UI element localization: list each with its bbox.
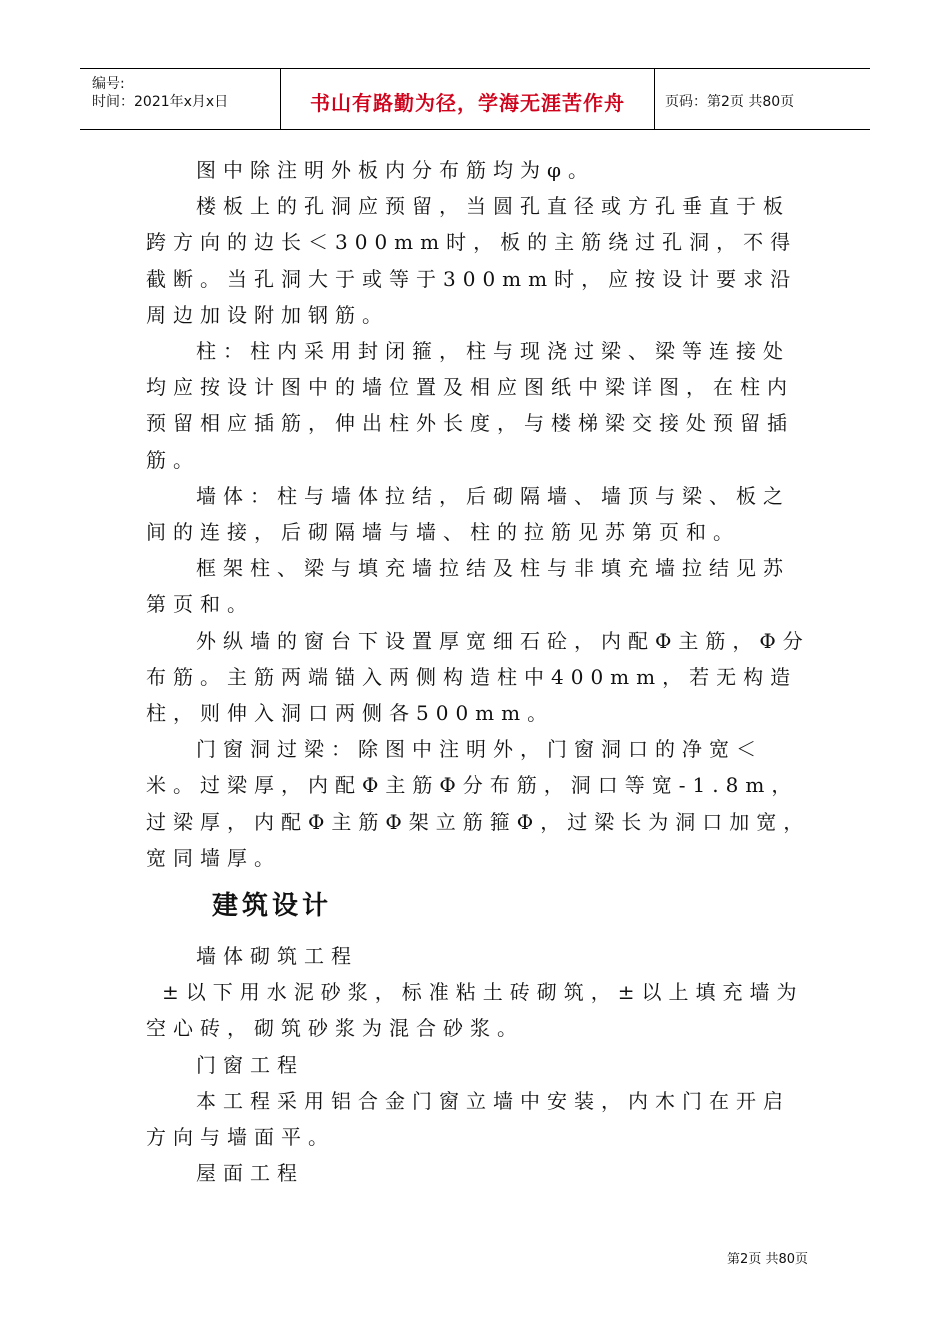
subsection-heading: 屋面工程 [196,1161,304,1186]
paragraph: 外纵墙的窗台下设置厚宽细石砼，内配Φ主筋，Φ分布筋。主筋两端锚入两侧构造柱中400mm，若无构造柱，则伸入洞口两侧各500mm。 [146,628,810,726]
header-page-number: 页码：第2页 共80页 [665,94,795,110]
page-header [80,68,870,130]
subsection-heading: 门窗工程 [196,1052,304,1077]
paragraph: 墙体：柱与墙体拉结，后砌隔墙、墙顶与梁、板之间的连接，后砌隔墙与墙、柱的拉筋见苏第页和。 [146,483,790,545]
paragraph: 楼板上的孔洞应预留，当圆孔直径或方孔垂直于板跨方向的边长＜300mm时，板的主筋绕过孔洞，不得截断。当孔洞大于或等于300mm时，应按设计要求沿周边加设附加钢筋。 [146,194,798,327]
paragraph: 图中除注明外板内分布筋均为φ。 [196,158,596,182]
paragraph: ±以下用水泥砂浆，标准粘土砖砌筑，±以上填充墙为空心砖，砌筑砂浆为混合砂浆。 [146,980,804,1041]
document-body [146,152,811,1191]
header-motto-cell [281,69,655,129]
subsection-heading: 墙体砌筑工程 [196,944,358,969]
paragraph: 本工程采用铝合金门窗立墙中安装，内木门在开启方向与墙面平。 [146,1088,790,1150]
header-info-cell [80,69,281,129]
page-footer: 第2页 共80页 [727,1252,808,1267]
paragraph: 框架柱、梁与填充墙拉结及柱与非填充墙拉结见苏第页和。 [146,556,790,617]
document-number-label: 编号: [92,76,125,92]
header-motto: 书山有路勤为径，学海无涯苦作舟 [310,91,625,115]
document-time-label: 时间：2021年x月x日 [92,94,229,110]
paragraph: 门窗洞过梁：除图中注明外，门窗洞口的净宽＜米。过梁厚，内配Φ主筋Φ分布筋，洞口等宽-1.8m，过梁厚，内配Φ主筋Φ架立筋箍Φ，过梁长为洞口加宽，宽同墙厚。 [146,737,811,870]
paragraph: 柱：柱内采用封闭箍，柱与现浇过梁、梁等连接处均应按设计图中的墙位置及相应图纸中梁详图，在柱内预留相应插筋，伸出柱外长度，与楼梯梁交接处预留插筋。 [146,339,794,472]
section-heading: 建筑设计 [212,891,333,922]
header-page-cell [655,69,870,129]
